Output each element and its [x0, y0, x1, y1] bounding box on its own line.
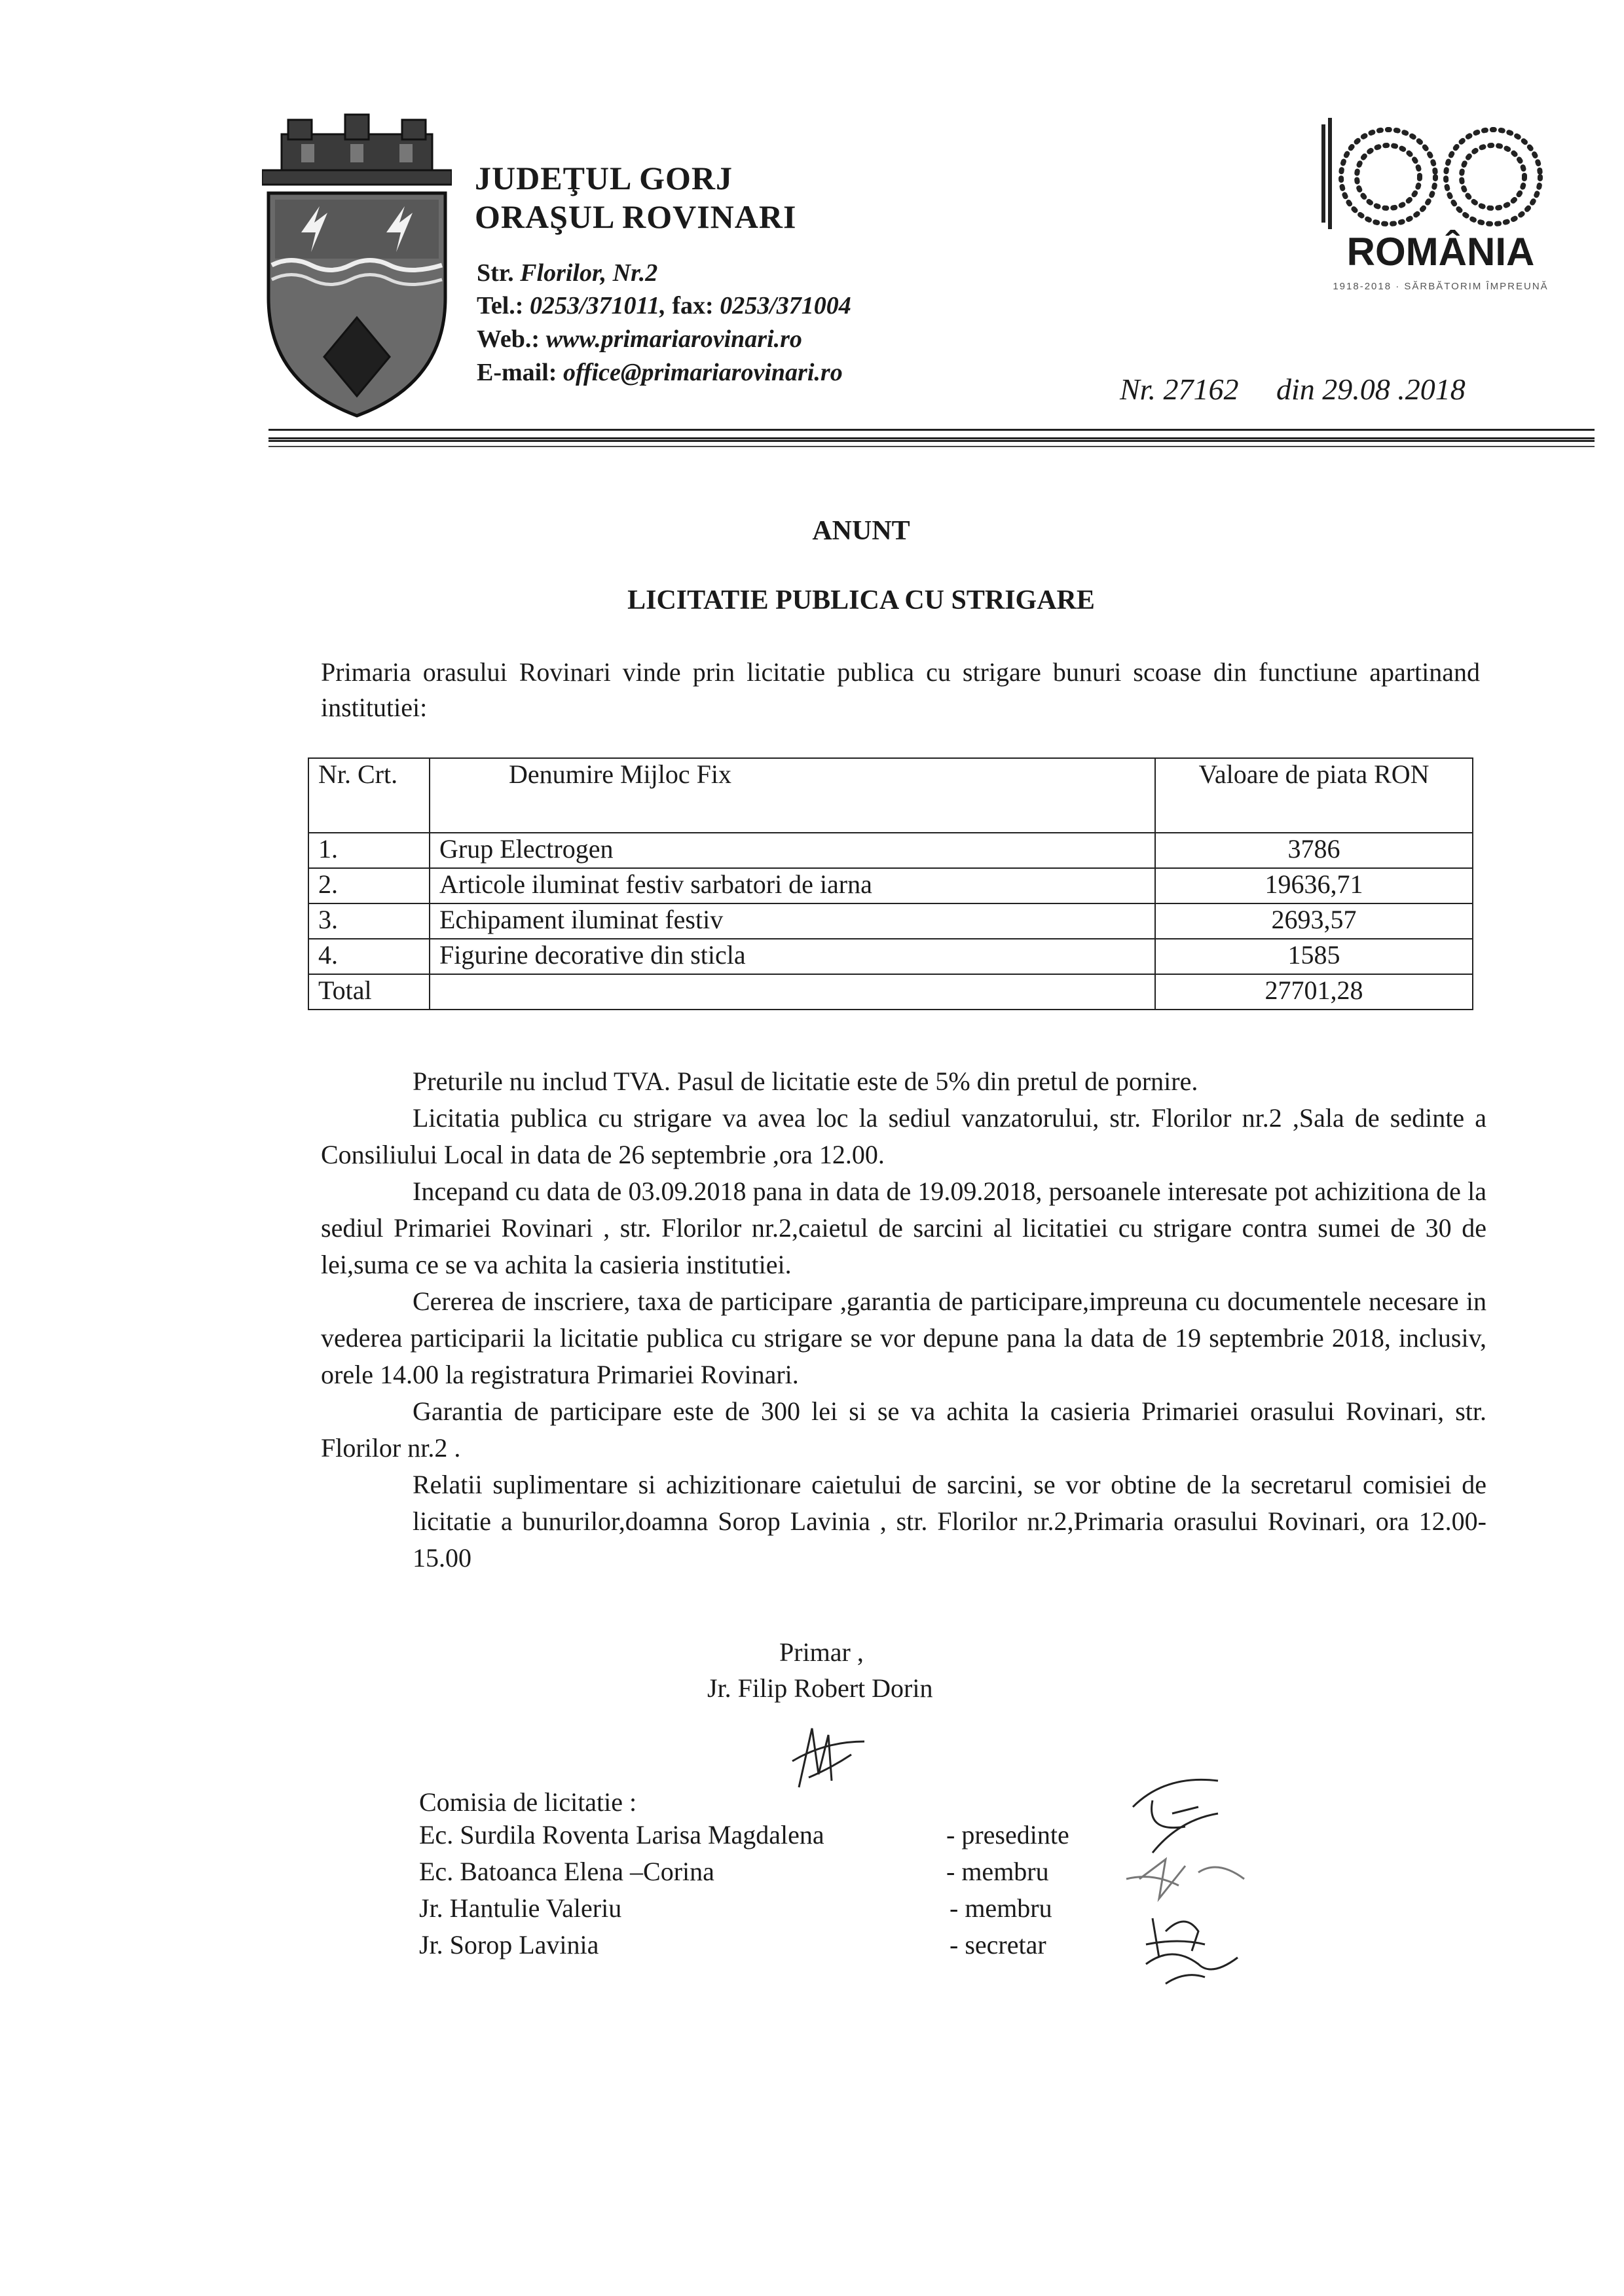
committee-member-role: - membru	[946, 1857, 1049, 1886]
town-coat-of-arms	[262, 108, 452, 422]
paragraph-documents	[321, 1173, 1486, 1283]
total-label: Total	[308, 974, 430, 1010]
tel-label: Tel.:	[477, 292, 524, 319]
header-value: Valoare de piata RON	[1155, 758, 1473, 833]
mayor-name: Jr. Filip Robert Dorin	[707, 1673, 933, 1703]
paragraph-text: Garantia de participare este de 300 lei si se va achita la casieria Primariei orasului Rovinari, str. Florilor nr.2 .	[321, 1396, 1486, 1463]
web-value: www.primariarovinari.ro	[545, 325, 802, 353]
row-name: Echipament iluminat festiv	[430, 903, 1155, 939]
committee-member-role: - secretar	[950, 1930, 1046, 1959]
street-value: Florilor, Nr.2	[520, 259, 658, 287]
paragraph-text: Incepand cu data de 03.09.2018 pana in data de 19.09.2018, persoanele interesate pot achizitiona de la sediul Primariei Rovinari , str. Florilor nr.2,caietul de sarcini al licitatiei cu strigare contra sumei de 30 de lei,suma ce se va achita la casieria institutiei.	[321, 1176, 1486, 1279]
county-name: JUDEŢUL GORJ	[475, 160, 733, 196]
web-line	[477, 325, 802, 354]
committee-member-role: - presedinte	[946, 1820, 1069, 1850]
row-nr: 4.	[308, 939, 430, 974]
paragraph-text: Relatii suplimentare si achizitionare caietului de sarcini, se vor obtine de la secretarul comisiei de licitatie a bunurilor,doamna Sorop Lavinia , str. Florilor nr.2,Primaria orasului Rovinari, ora 12.00-15.00	[413, 1470, 1486, 1573]
paragraph-registration	[321, 1283, 1486, 1393]
table-row	[308, 903, 1473, 939]
assets-table	[308, 757, 1473, 1010]
total-value: 27701,28	[1155, 974, 1473, 1010]
paragraph-text: Licitatia publica cu strigare va avea loc la sediul vanzatorului, str. Florilor nr.2 ,Sala de sedinte a Consiliului Local in data de 26 septembrie ,ora 12.00.	[321, 1103, 1486, 1169]
town-name: ORAŞUL ROVINARI	[475, 198, 797, 235]
row-value: 2693,57	[1155, 903, 1473, 939]
mayor-signature	[773, 1715, 877, 1800]
row-value: 19636,71	[1155, 868, 1473, 903]
address-line	[477, 259, 657, 287]
paragraph-contact	[413, 1467, 1486, 1576]
fax-value: 0253/371004	[720, 292, 851, 319]
paragraph-prices	[321, 1063, 1486, 1100]
paragraph-guarantee	[321, 1393, 1486, 1467]
romania-centenary-logo	[1316, 111, 1565, 308]
email-label: E-mail:	[477, 359, 557, 386]
paragraph-text: Cererea de inscriere, taxa de participare ,garantia de participare,impreuna cu documentele necesare in vederea participarii la licitatie publica cu strigare se vor depune pana la data de 19 septembrie 2018, inclusiv, orele 14.00 la registratura Primariei Rovinari.	[321, 1286, 1486, 1389]
table-row	[308, 868, 1473, 903]
row-nr: 3.	[308, 903, 430, 939]
header-name: Denumire Mijloc Fix	[430, 758, 1155, 833]
paragraph-text: Preturile nu includ TVA. Pasul de licitatie este de 5% din pretul de pornire.	[413, 1066, 1198, 1096]
row-nr: 2.	[308, 868, 430, 903]
header-rule-secondary	[268, 440, 1595, 447]
committee-member-name: Ec. Batoanca Elena –Corina	[419, 1857, 714, 1886]
street-label: Str.	[477, 259, 514, 287]
intro-text: Primaria orasului Rovinari vinde prin licitatie publica cu strigare bunuri scoase din functiune apartinand institutiei:	[321, 657, 1480, 722]
notice-title: ANUNT	[812, 516, 910, 546]
header-rule	[268, 429, 1595, 439]
paragraph-auction-place	[321, 1100, 1486, 1173]
table-header-row	[308, 758, 1473, 833]
tel-value: 0253/371011,	[529, 292, 666, 319]
document-number: Nr. 27162 din 29.08 .2018	[1120, 373, 1466, 406]
row-name: Articole iluminat festiv sarbatori de iarna	[430, 868, 1155, 903]
logo-country: ROMÂNIA	[1346, 230, 1535, 274]
mayor-role: Primar ,	[779, 1637, 864, 1667]
committee-member-role: - membru	[950, 1893, 1052, 1923]
row-value: 3786	[1155, 833, 1473, 868]
header-nr: Nr. Crt.	[308, 758, 430, 833]
row-value: 1585	[1155, 939, 1473, 974]
table-row	[308, 939, 1473, 974]
phone-line	[477, 291, 851, 320]
row-nr: 1.	[308, 833, 430, 868]
email-value: office@primariarovinari.ro	[563, 359, 843, 386]
web-label: Web.:	[477, 325, 540, 353]
committee-member-name: Jr. Sorop Lavinia	[419, 1930, 599, 1959]
table-row	[308, 833, 1473, 868]
committee-signatures	[1087, 1768, 1336, 1990]
committee-title: Comisia de licitatie :	[419, 1787, 637, 1817]
email-line	[477, 358, 843, 387]
total-empty-cell	[430, 974, 1155, 1010]
row-name: Figurine decorative din sticla	[430, 939, 1155, 974]
table-total-row	[308, 974, 1473, 1010]
committee-member-name: Jr. Hantulie Valeriu	[419, 1893, 622, 1923]
notice-subtitle: LICITATIE PUBLICA CU STRIGARE	[627, 585, 1095, 615]
fax-label: fax:	[672, 292, 714, 319]
committee-member-name: Ec. Surdila Roventa Larisa Magdalena	[419, 1820, 824, 1850]
row-name: Grup Electrogen	[430, 833, 1155, 868]
logo-tagline: 1918-2018 · SĂRBĂTORIM ÎMPREUNĂ	[1333, 281, 1549, 292]
